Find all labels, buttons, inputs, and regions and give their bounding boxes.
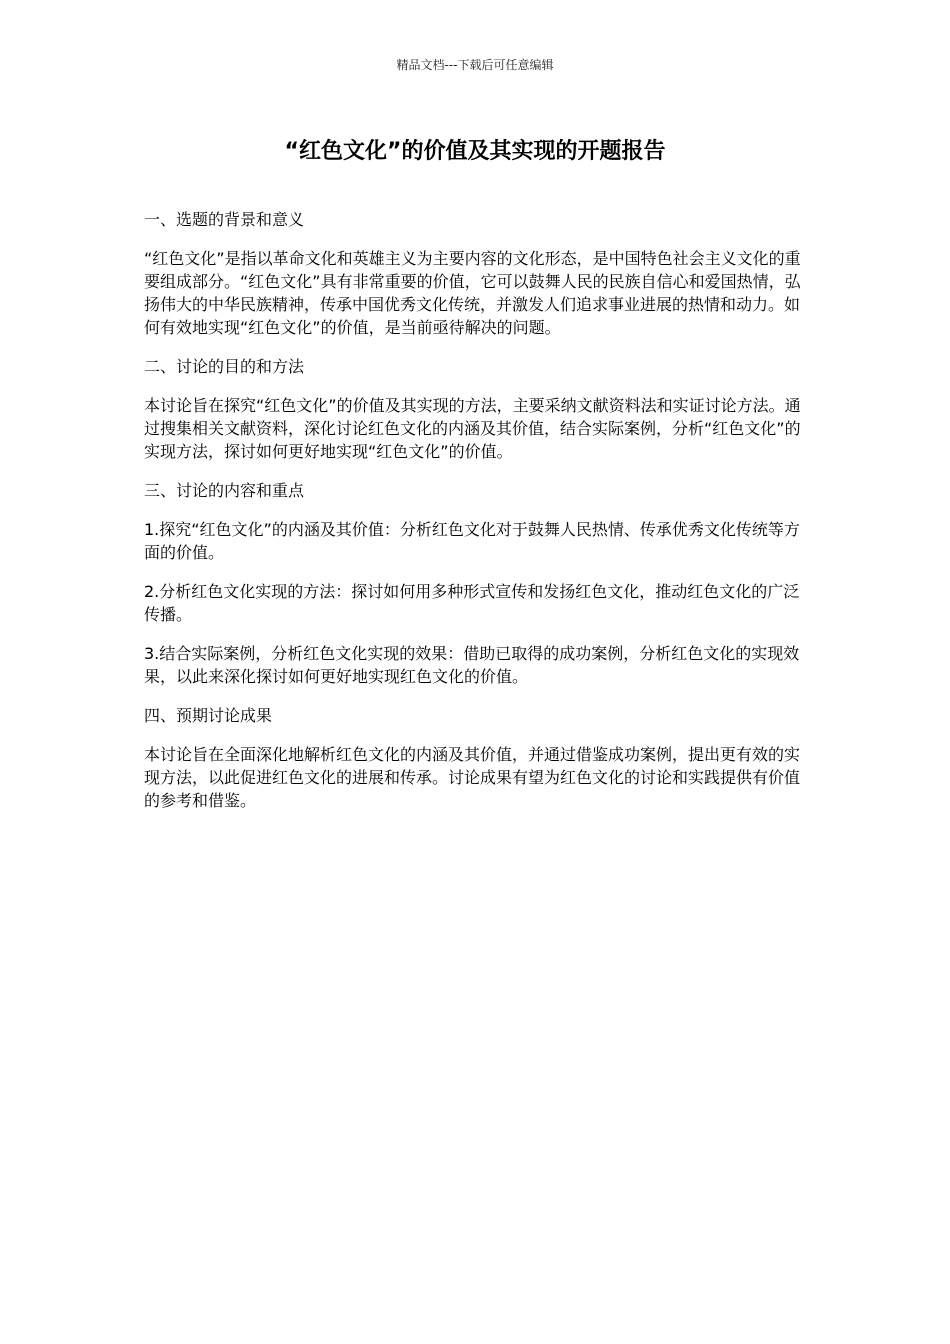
section-background — [144, 208, 806, 339]
body-paragraph: 3.结合实际案例，分析红色文化实现的效果：借助已取得的成功案例，分析红色文化的实现效果，以此来深化探讨如何更好地实现红色文化的价值。 — [144, 644, 800, 686]
page-header-note: 精品文档---下载后可任意编辑 — [396, 58, 554, 72]
section-heading: 三、讨论的内容和重点 — [144, 481, 305, 500]
section-heading: 四、预期讨论成果 — [144, 706, 273, 725]
body-paragraph: 2.分析红色文化实现的方法：探讨如何用多种形式宣传和发扬红色文化，推动红色文化的广泛传播。 — [144, 582, 800, 624]
body-paragraph: 1.探究“红色文化”的内涵及其价值：分析红色文化对于鼓舞人民热情、传承优秀文化传统等方面的价值。 — [144, 520, 800, 562]
section-heading: 二、讨论的目的和方法 — [144, 357, 305, 376]
document-title: “红色文化”的价值及其实现的开题报告 — [284, 139, 666, 164]
section-heading: 一、选题的背景和意义 — [144, 210, 305, 229]
document-body — [144, 208, 806, 828]
section-content-focus — [144, 479, 806, 688]
body-paragraph: “红色文化”是指以革命文化和英雄主义为主要内容的文化形态，是中国特色社会主义文化的重要组成部分。“红色文化”具有非常重要的价值，它可以鼓舞人民的民族自信心和爱国热情，弘扬伟大的中华民族精神，传承中国优秀文化传统，并激发人们追求事业进展的热情和动力。如何有效地实现“红色文化”的价值，是当前亟待解决的问题。 — [144, 249, 801, 337]
body-paragraph: 本讨论旨在探究“红色文化”的价值及其实现的方法，主要采纳文献资料法和实证讨论方法。通过搜集相关文献资料，深化讨论红色文化的内涵及其价值，结合实际案例，分析“红色文化”的实现方法，探讨如何更好地实现“红色文化”的价值。 — [144, 396, 801, 461]
section-purpose-method — [144, 355, 806, 463]
body-paragraph: 本讨论旨在全面深化地解析红色文化的内涵及其价值，并通过借鉴成功案例，提出更有效的实现方法，以此促进红色文化的进展和传承。讨论成果有望为红色文化的讨论和实践提供有价值的参考和借鉴。 — [144, 745, 801, 810]
section-expected-results — [144, 704, 806, 812]
